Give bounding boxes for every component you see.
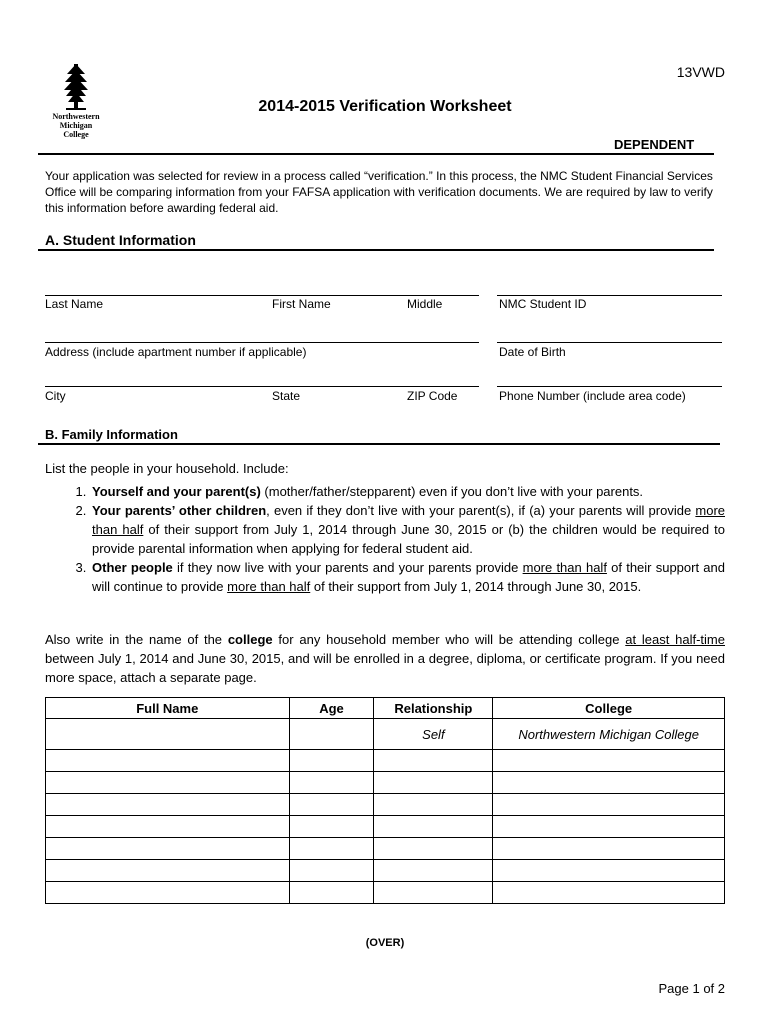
item-emphasis: more than half <box>227 579 311 594</box>
col-header-relationship: Relationship <box>374 698 493 719</box>
relationship-cell[interactable] <box>374 816 493 838</box>
item-text: of their support from July 1, 2014 through June 30, 2015 or (b) the children would be required to provide parental information when applying for federal student aid. <box>92 522 726 556</box>
over-note: (OVER) <box>365 937 405 949</box>
college-cell[interactable] <box>493 860 725 882</box>
household-table <box>45 697 725 904</box>
age-cell[interactable] <box>289 860 374 882</box>
first-name-label: First Name <box>272 297 331 311</box>
name-field-line[interactable] <box>45 295 479 296</box>
full-name-cell[interactable] <box>46 860 290 882</box>
section-b-title: B. Family Information <box>45 427 178 442</box>
phone-label: Phone Number (include area code) <box>499 389 686 403</box>
middle-label: Middle <box>407 297 443 311</box>
table-row <box>46 860 725 882</box>
college-cell[interactable] <box>493 750 725 772</box>
list-item <box>90 482 725 501</box>
full-name-cell[interactable] <box>46 719 290 750</box>
relationship-cell[interactable] <box>374 794 493 816</box>
col-header-full-name: Full Name <box>46 698 290 719</box>
relationship-cell[interactable] <box>374 838 493 860</box>
college-cell[interactable] <box>493 794 725 816</box>
age-cell[interactable] <box>289 750 374 772</box>
item-emphasis: more than half <box>92 503 726 537</box>
family-instructions <box>45 459 725 596</box>
list-item <box>90 558 725 596</box>
relationship-cell[interactable] <box>374 882 493 904</box>
student-id-field-line[interactable] <box>497 295 722 296</box>
full-name-cell[interactable] <box>46 838 290 860</box>
table-row <box>46 719 725 750</box>
college-cell[interactable] <box>493 816 725 838</box>
form-code: 13VWD <box>676 64 725 80</box>
para-text: between July 1, 2014 and June 30, 2015, and will be enrolled in a degree, diploma, or certificate program. If you need more space, attach a separate page. <box>45 651 725 685</box>
student-id-label: NMC Student ID <box>499 297 587 311</box>
section-b-divider <box>38 443 720 445</box>
item-text: , even if they don’t live with your parent(s), if (a) your parents will provide <box>266 503 696 518</box>
para-text: Also write in the name of the <box>45 632 228 647</box>
family-lead: List the people in your household. Include: <box>45 461 289 476</box>
logo-text <box>44 112 108 139</box>
age-cell[interactable] <box>289 838 374 860</box>
item-heading: Yourself and your parent(s) <box>92 484 261 499</box>
full-name-cell[interactable] <box>46 772 290 794</box>
item-text: (mother/father/stepparent) even if you don’t live with your parents. <box>260 484 644 499</box>
last-name-label: Last Name <box>45 297 104 311</box>
page-number: Page 1 of 2 <box>658 981 725 996</box>
zip-label: ZIP Code <box>407 389 458 403</box>
college-cell[interactable] <box>493 772 725 794</box>
item-emphasis: more than half <box>522 560 607 575</box>
full-name-cell[interactable] <box>46 750 290 772</box>
college-cell[interactable]: Northwestern Michigan College <box>493 719 725 750</box>
dob-field-line[interactable] <box>497 342 722 343</box>
intro-paragraph: Your application was selected for review in a process called “verification.” In this process, the NMC Student Financial Services Office will be comparing information from your FAFSA application with verification documents. We are required by law to verify this information before awarding federal aid. <box>45 169 713 215</box>
item-text: of their support and will continue to provide <box>92 560 725 594</box>
item-text: if they now live with your parents and your parents provide <box>172 560 523 575</box>
status-label: DEPENDENT <box>614 137 695 152</box>
city-state-zip-field-line[interactable] <box>45 386 479 387</box>
table-row <box>46 794 725 816</box>
logo-line-2: Michigan <box>59 121 93 130</box>
college-cell[interactable] <box>493 838 725 860</box>
header-divider <box>38 153 714 155</box>
age-cell[interactable] <box>289 772 374 794</box>
para-emphasis: college <box>227 632 273 647</box>
page-title: 2014-2015 Verification Worksheet <box>258 98 512 115</box>
item-heading: Your parents’ other children <box>92 503 267 518</box>
item-heading: Other people <box>92 560 173 575</box>
address-label: Address (include apartment number if applicable) <box>45 345 307 359</box>
relationship-cell[interactable] <box>374 750 493 772</box>
list-item <box>90 501 725 558</box>
logo-line-1: Northwestern <box>52 112 100 121</box>
full-name-cell[interactable] <box>46 816 290 838</box>
col-header-age: Age <box>289 698 374 719</box>
college-instructions <box>45 630 725 687</box>
full-name-cell[interactable] <box>46 794 290 816</box>
household-list <box>45 482 725 596</box>
para-text: for any household member who will be attending college <box>272 632 626 647</box>
table-row <box>46 772 725 794</box>
item-text: of their support from July 1, 2014 through June 30, 2015. <box>310 579 642 594</box>
full-name-cell[interactable] <box>46 882 290 904</box>
relationship-cell[interactable]: Self <box>374 719 493 750</box>
relationship-cell[interactable] <box>374 860 493 882</box>
age-cell[interactable] <box>289 816 374 838</box>
col-header-college: College <box>493 698 725 719</box>
logo-line-3: College <box>63 130 89 139</box>
section-a-title: A. Student Information <box>45 232 196 248</box>
table-header-row <box>46 698 725 719</box>
age-cell[interactable] <box>289 719 374 750</box>
college-cell[interactable] <box>493 882 725 904</box>
city-label: City <box>45 389 66 403</box>
dob-label: Date of Birth <box>499 345 566 359</box>
age-cell[interactable] <box>289 882 374 904</box>
para-underline: at least half-time <box>625 632 725 647</box>
address-field-line[interactable] <box>45 342 479 343</box>
table-row <box>46 750 725 772</box>
phone-field-line[interactable] <box>497 386 722 387</box>
relationship-cell[interactable] <box>374 772 493 794</box>
section-a-divider <box>38 249 714 251</box>
table-row <box>46 816 725 838</box>
table-row <box>46 882 725 904</box>
age-cell[interactable] <box>289 794 374 816</box>
state-label: State <box>272 389 301 403</box>
table-row <box>46 838 725 860</box>
